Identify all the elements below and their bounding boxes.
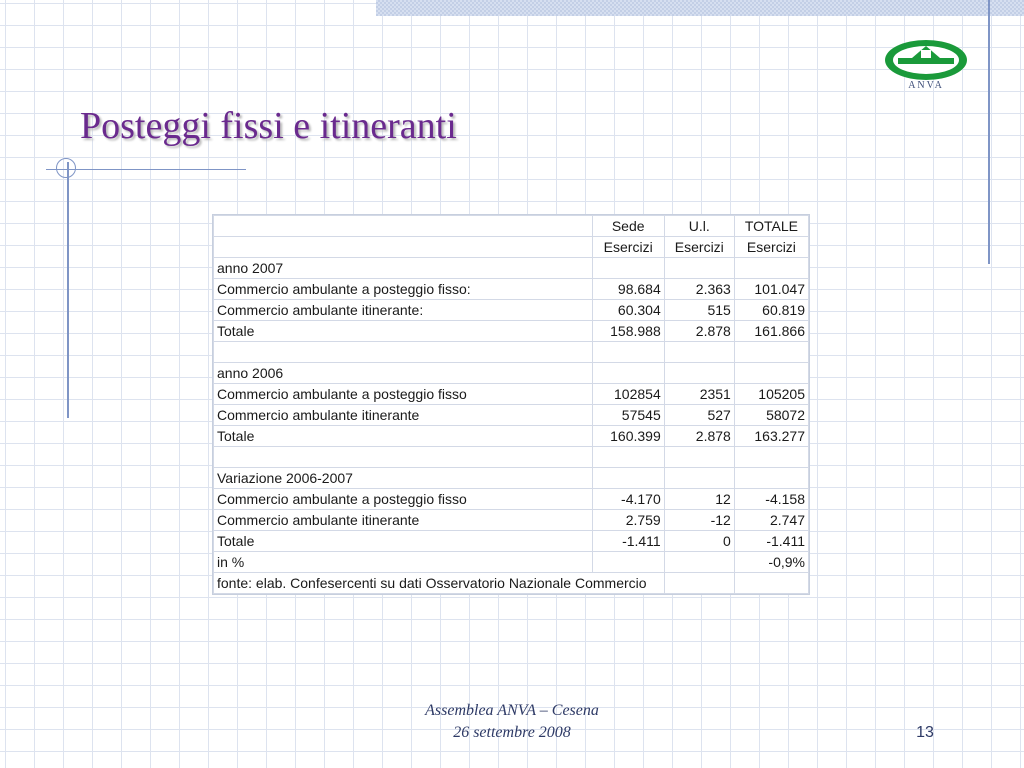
header-cell: TOTALE [734,216,808,237]
row-label-cell: anno 2006 [214,363,593,384]
value-cell: 2351 [664,384,734,405]
row-label-cell: Commercio ambulante a posteggio fisso [214,384,593,405]
header-label-cell [214,237,593,258]
data-table [212,214,810,595]
table-row [214,489,809,510]
value-cell: 158.988 [592,321,664,342]
value-cell [664,447,734,468]
value-cell: -1.411 [592,531,664,552]
value-cell [592,342,664,363]
value-cell: -4.170 [592,489,664,510]
value-cell: -12 [664,510,734,531]
header-cell: U.l. [664,216,734,237]
row-label-cell [214,342,593,363]
table-row [214,426,809,447]
row-label-cell: Commercio ambulante itinerante [214,405,593,426]
value-cell: -0,9% [734,552,808,573]
value-cell [734,258,808,279]
value-cell: 2.747 [734,510,808,531]
table-row [214,258,809,279]
row-label-cell: in % [214,552,593,573]
value-cell [592,552,664,573]
table-row [214,300,809,321]
value-cell [734,447,808,468]
value-cell: 57545 [592,405,664,426]
value-cell: 161.866 [734,321,808,342]
table-row [214,468,809,489]
source-note: fonte: elab. Confesercenti su dati Osservatorio Nazionale Commercio [214,573,665,594]
row-label-cell: Totale [214,321,593,342]
value-cell: 102854 [592,384,664,405]
value-cell: 12 [664,489,734,510]
header-label-cell [214,216,593,237]
value-cell [664,552,734,573]
value-cell: 2.878 [664,426,734,447]
table-row [214,510,809,531]
value-cell: 2.759 [592,510,664,531]
table-row [214,531,809,552]
row-label-cell: Totale [214,531,593,552]
value-cell: 160.399 [592,426,664,447]
empty-cell [734,573,808,594]
value-cell: 60.304 [592,300,664,321]
value-cell: 58072 [734,405,808,426]
value-cell [592,363,664,384]
crosshair-icon [56,158,76,178]
value-cell: 98.684 [592,279,664,300]
value-cell [734,468,808,489]
table-row [214,405,809,426]
value-cell: 515 [664,300,734,321]
table-row [214,279,809,300]
decorative-rule-vertical-left [67,162,69,418]
row-label-cell: Commercio ambulante a posteggio fisso: [214,279,593,300]
value-cell: -1.411 [734,531,808,552]
value-cell: 2.363 [664,279,734,300]
value-cell [664,258,734,279]
header-cell: Esercizi [664,237,734,258]
value-cell: 2.878 [664,321,734,342]
value-cell: 527 [664,405,734,426]
value-cell: 60.819 [734,300,808,321]
table-row [214,384,809,405]
table-row [214,552,809,573]
row-label-cell: Commercio ambulante itinerante [214,510,593,531]
value-cell [664,468,734,489]
empty-cell [664,573,734,594]
row-label-cell: Variazione 2006-2007 [214,468,593,489]
value-cell [664,342,734,363]
row-label-cell: Commercio ambulante itinerante: [214,300,593,321]
table-row [214,447,809,468]
header-cell: Esercizi [592,237,664,258]
row-label-cell: Totale [214,426,593,447]
header-cell: Sede [592,216,664,237]
table-row [214,363,809,384]
value-cell [592,258,664,279]
value-cell: 163.277 [734,426,808,447]
value-cell [734,363,808,384]
value-cell: -4.158 [734,489,808,510]
table-body [214,216,809,594]
decorative-rule-vertical-right [988,0,990,264]
row-label-cell [214,447,593,468]
value-cell [664,363,734,384]
footer-date: 26 settembre 2008 [453,724,571,741]
footer-event: Assemblea ANVA – Cesena [425,702,599,719]
header-band [376,0,1024,16]
value-cell [592,447,664,468]
value-cell: 101.047 [734,279,808,300]
value-cell [734,342,808,363]
table-source-row [214,573,809,594]
table-header-row [214,237,809,258]
table-header-row [214,216,809,237]
footer [376,700,648,744]
row-label-cell: Commercio ambulante a posteggio fisso [214,489,593,510]
row-label-cell: anno 2007 [214,258,593,279]
slide-title: Posteggi fissi e itineranti [80,105,457,147]
page-number: 13 [916,724,934,741]
header-cell: Esercizi [734,237,808,258]
table-row [214,321,809,342]
value-cell: 0 [664,531,734,552]
table-row [214,342,809,363]
value-cell [592,468,664,489]
value-cell: 105205 [734,384,808,405]
logo-text: ANVA [908,80,944,91]
decorative-rule-horizontal [46,169,246,170]
